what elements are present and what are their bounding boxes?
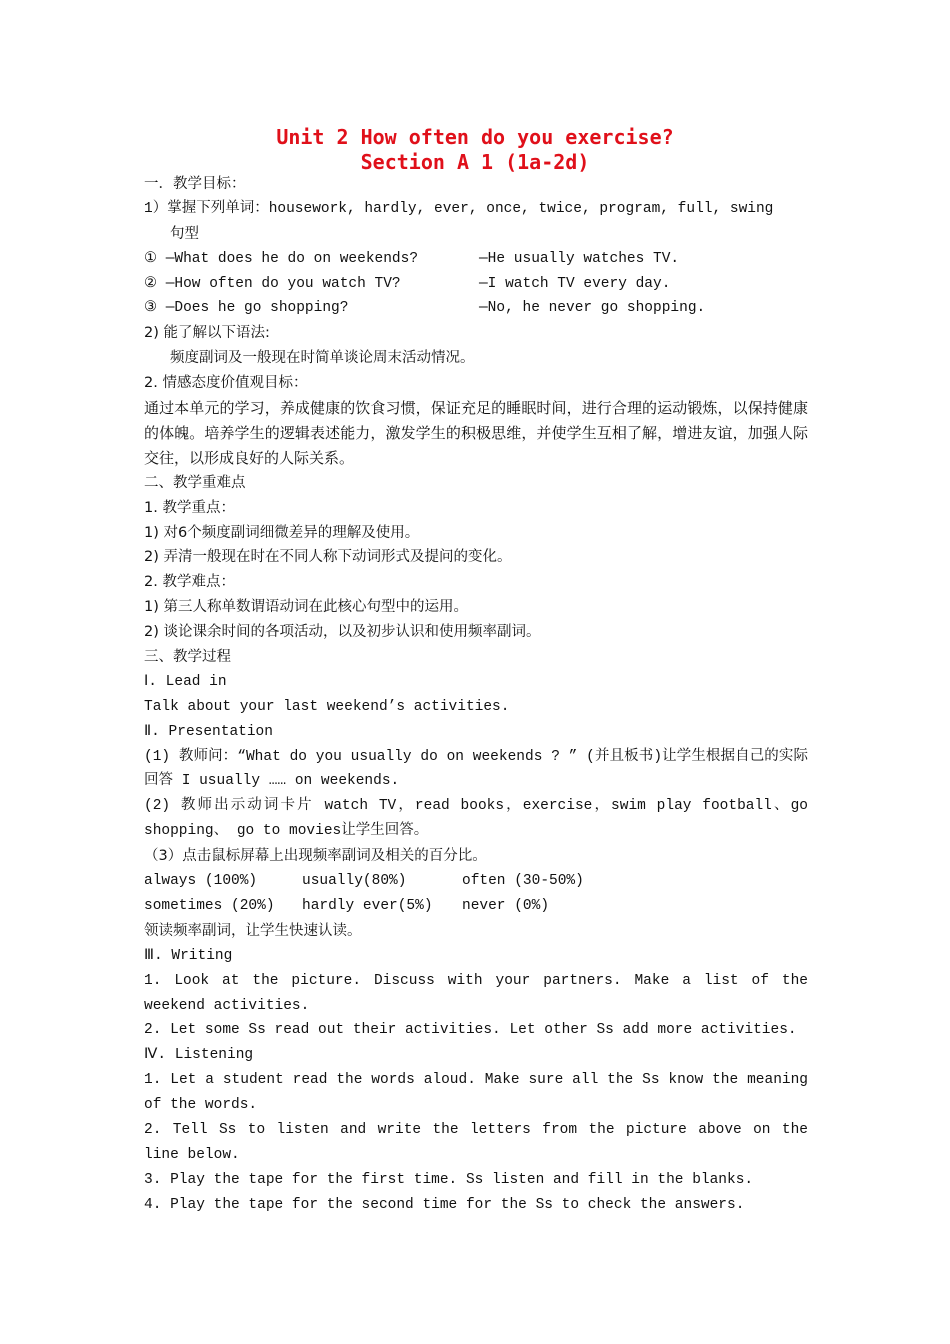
text-line: 2. 教学难点：: [144, 574, 235, 591]
text-line: 3. Play the tape for the first time. Ss listen and fill in the blanks.: [144, 1171, 754, 1188]
section-heading: 一．教学目标：: [144, 176, 246, 192]
question-text: ② —How often do you watch TV?: [144, 275, 401, 292]
question-text: ① —What does he do on weekends?: [144, 250, 419, 267]
answer-text: —No, he never go shopping.: [478, 300, 706, 317]
frequency-row: [144, 869, 808, 894]
text-line: 1. 教学重点：: [144, 499, 235, 516]
paragraph: 2. Tell Ss to listen and write the letters from the picture above on the line below.: [144, 1122, 808, 1163]
frequency-row: [144, 894, 808, 919]
question-text: ③ —Does he go shopping?: [144, 300, 349, 317]
text-line: 2. Let some Ss read out their activities. Let other Ss add more activities.: [144, 1022, 797, 1039]
text-line: 1) 第三人称单数谓语动词在此核心句型中的运用。: [144, 599, 468, 616]
document-title: Unit 2 How often do you exercise?: [276, 125, 674, 149]
sentence-pattern-row: [144, 272, 808, 297]
paragraph: 1. Look at the picture. Discuss with your partners. Make a list of the weekend activities.: [144, 972, 808, 1014]
sentence-pattern-row: [144, 296, 808, 321]
document-subtitle: Section A 1 (1a-2d): [360, 150, 590, 174]
text-line: 句型: [170, 225, 199, 242]
section-heading: 二、教学重难点: [144, 474, 246, 491]
frequency-item: never (0%): [462, 897, 550, 914]
frequency-item: often (30-50%): [462, 873, 584, 890]
text-line: 2) 谈论课余时间的各项活动，以及初步认识和使用频率副词。: [144, 624, 541, 641]
frequency-item: usually(80%): [302, 873, 407, 890]
text-line: 频度副词及一般现在时简单谈论周末活动情况。: [170, 350, 475, 367]
step-heading: Ⅳ. Listening: [144, 1047, 254, 1064]
answer-text: —He usually watches TV.: [478, 250, 680, 267]
text-line: （3）点击鼠标屏幕上出现频率副词及相关的百分比。: [144, 848, 487, 865]
text-line: 1）掌握下列单词：housework, hardly, ever, once, twice, program, full, swing: [144, 200, 774, 217]
paragraph: (2) 教师出示动词卡片 watch TV，read books，exercise，swim play football、go shopping、 go to movies让学生回答。: [144, 798, 808, 840]
step-heading: Ⅲ. Writing: [144, 947, 233, 964]
answer-text: —I watch TV every day.: [478, 275, 671, 292]
text-line: 1) 对6个频度副词细微差异的理解及使用。: [144, 524, 420, 541]
paragraph: 1. Let a student read the words aloud. Make sure all the Ss know the meaning of the words.: [144, 1072, 808, 1114]
paragraph: 通过本单元的学习，养成健康的饮食习惯，保证充足的睡眠时间，进行合理的运动锻炼，以保持健康的体魄。培养学生的逻辑表述能力，激发学生的积极思维，并使学生互相了解，增进友谊，加强人际交往，以形成良好的人际关系。: [144, 399, 808, 467]
document-body: [144, 172, 808, 1218]
step-heading: Ⅱ. Presentation: [144, 723, 273, 740]
text-line: 4. Play the tape for the second time for the Ss to check the answers.: [144, 1196, 745, 1213]
frequency-item: always (100%): [144, 873, 258, 890]
frequency-item: hardly ever(5%): [302, 897, 433, 914]
text-line: 领读频率副词，让学生快速认读。: [144, 922, 362, 939]
text-line: 2. 情感态度价值观目标：: [144, 375, 308, 392]
step-heading: Ⅰ. Lead in: [144, 673, 227, 690]
section-heading: 三、教学过程: [144, 648, 231, 665]
paragraph: (1) 教师问：“What do you usually do on weekends ? ” (并且板书)让学生根据自己的实际回答 I usually …… on weekends.: [144, 748, 808, 790]
text-line: Talk about your last weekend’s activities.: [144, 698, 510, 715]
text-line: 2) 能了解以下语法:: [144, 325, 270, 342]
text-line: 2) 弄清一般现在时在不同人称下动词形式及提问的变化。: [144, 549, 512, 566]
sentence-pattern-row: [144, 247, 808, 272]
frequency-item: sometimes (20%): [144, 897, 275, 914]
